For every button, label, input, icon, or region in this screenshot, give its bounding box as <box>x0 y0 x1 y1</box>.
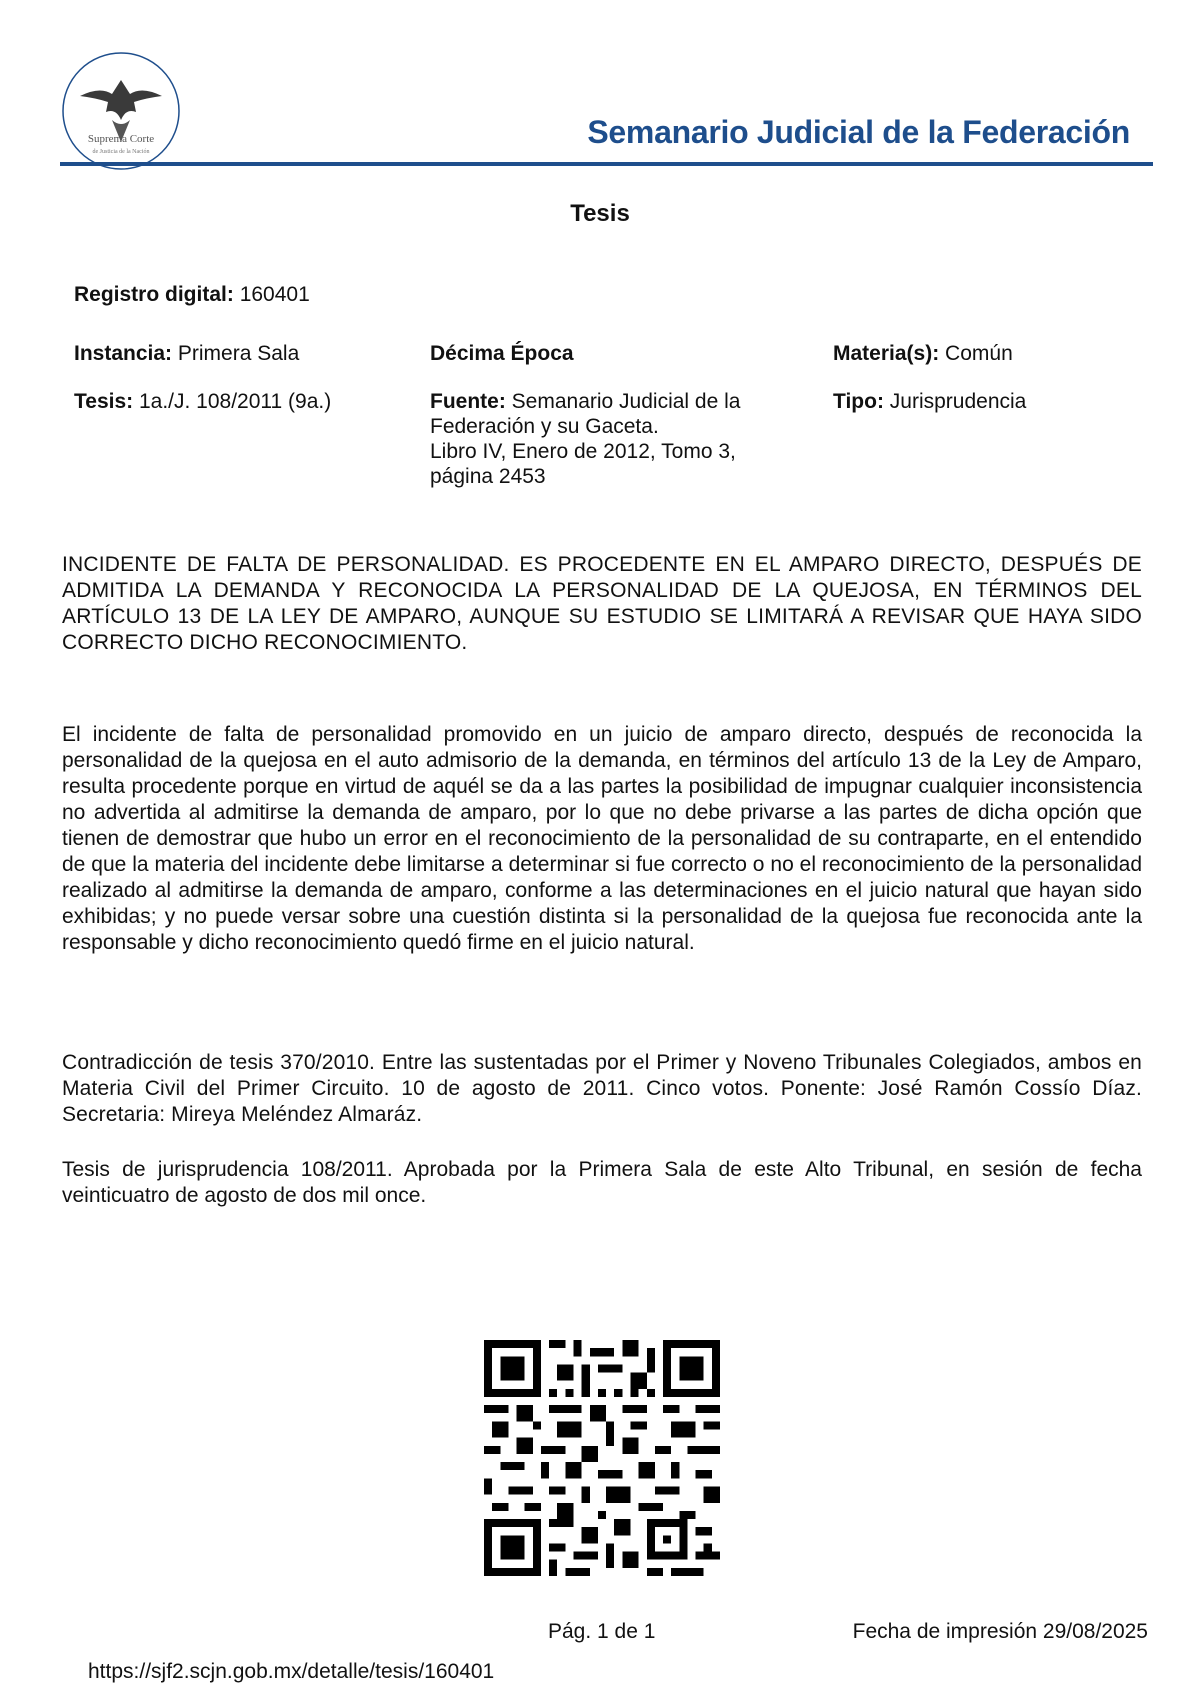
source-url: https://sjf2.scjn.gob.mx/detalle/tesis/160401 <box>88 1660 495 1683</box>
instancia-label: Instancia: <box>74 342 173 365</box>
tipo-label: Tipo: <box>833 390 884 413</box>
tesis-label: Tesis: <box>74 390 134 413</box>
fuente-value-line4: página 2453 <box>430 465 546 488</box>
tesis-subject-heading: INCIDENTE DE FALTA DE PERSONALIDAD. ES PROCEDENTE EN EL AMPARO DIRECTO, DESPUÉS DE ADMITIDA LA DEMANDA Y RECONOCIDA LA PERSONALIDAD DE LA QUEJOSA, EN TÉRMINOS DEL ARTÍCULO 13 DE LA LEY DE AMPARO, AUNQUE SU ESTUDIO SE LIMITARÁ A REVISAR QUE HAYA SIDO CORRECTO DICHO RECONOCIMIENTO. <box>62 553 1142 654</box>
instancia-field <box>74 341 299 366</box>
materias-value: Común <box>945 342 1013 365</box>
instancia-value: Primera Sala <box>177 342 300 365</box>
precedent-paragraph: Contradicción de tesis 370/2010. Entre las sustentadas por el Primer y Noveno Tribunales Colegiados, ambos en Materia Civil del Primer Circuito. 10 de agosto de 2011. Cinco votos. Ponente: José Ramón Cossío Díaz. Secretaria: Mireya Meléndez Almaráz. <box>62 1051 1142 1126</box>
seal-text-line2: de Justicia de la Nación <box>92 149 150 155</box>
materias-field <box>833 341 1013 366</box>
tesis-field <box>74 389 331 414</box>
fuente-value-line1: Semanario Judicial de la <box>511 390 741 413</box>
registro-label: Registro digital: <box>74 283 234 306</box>
registro-field <box>74 282 310 307</box>
header-divider <box>60 162 1153 166</box>
fuente-label: Fuente: <box>430 390 506 413</box>
print-date: Fecha de impresión 29/08/2025 <box>852 1620 1148 1643</box>
tesis-body-paragraph: El incidente de falta de personalidad promovido en un juicio de amparo directo, después de reconocida la personalidad de la quejosa en el auto admisorio de la demanda, en términos del artículo 13 de la Ley de Amparo, resulta procedente porque en virtud de aquél se da a las partes la posibilidad de impugnar cualquier inconsistencia no advertida al admitirse la demanda de amparo, por lo que no debe privarse a las partes de dicha opción que tienen de demostrar que hubo un error en el reconocimiento de la personalidad de su contraparte, en el entendido de que la materia del incidente debe limitarse a determinar si fue correcto o no el reconocimiento de la personalidad realizado al admitirse la demanda de amparo, conforme a las determinaciones en el juicio natural que hayan sido exhibidas; y no puede versar sobre una cuestión distinta si la personalidad de la quejosa fue reconocida ante la responsable y dicho reconocimiento quedó firme en el juicio natural. <box>62 723 1142 954</box>
materias-label: Materia(s): <box>833 342 940 365</box>
fuente-value-line3: Libro IV, Enero de 2012, Tomo 3, <box>430 440 736 463</box>
page-number: Pág. 1 de 1 <box>548 1620 656 1643</box>
tesis-value: 1a./J. 108/2011 (9a.) <box>138 390 332 413</box>
document-type-heading: Tesis <box>570 200 630 227</box>
epoca-field <box>430 341 574 366</box>
scjn-seal-logo <box>60 50 182 172</box>
tipo-field <box>833 389 1026 414</box>
journal-title: Semanario Judicial de la Federación <box>587 114 1130 150</box>
seal-text-line1: Suprema Corte <box>87 133 155 145</box>
fuente-value-line2: Federación y su Gaceta. <box>430 415 659 438</box>
page-header <box>0 0 1200 170</box>
fuente-field <box>430 389 810 489</box>
registro-value: 160401 <box>239 283 310 306</box>
approval-paragraph: Tesis de jurisprudencia 108/2011. Aprobada por la Primera Sala de este Alto Tribunal, en sesión de fecha veinticuatro de agosto de dos mil once. <box>62 1158 1142 1207</box>
tipo-value: Jurisprudencia <box>889 390 1027 413</box>
epoca-value: Décima Época <box>430 342 574 365</box>
qr-code <box>484 1340 720 1576</box>
